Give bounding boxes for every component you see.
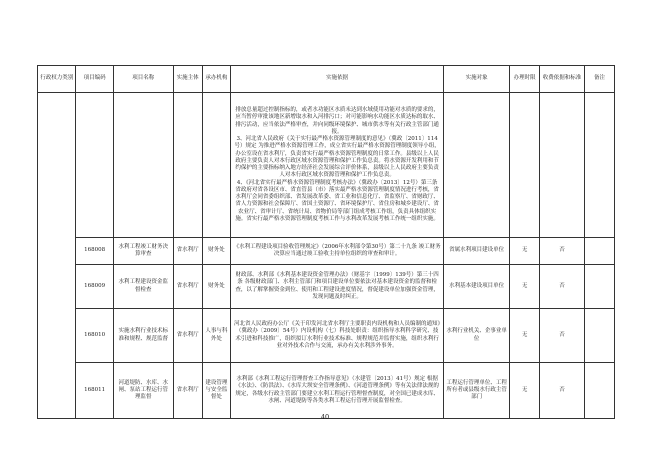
name-cell (113, 93, 173, 238)
header-fee: 收费依据和标准 (540, 66, 585, 93)
name-cell: 实施水利行业技术标准和规程、规范监督 (113, 309, 173, 363)
name-cell: 水利工程竣工财务决算审查 (113, 238, 173, 265)
header-subject: 实施主体 (173, 66, 202, 93)
target-cell (443, 93, 509, 238)
basis-paragraph: 3、河北省人民政府《关于实行最严格水资源管理制度的意见》（冀政〔2011〕114号）规定 为推进严格水资源管理工作，成立省实行最严格水资源管理制度领导小组，办公室设在省水利厅，负责省实行最严格水资源管理制度的日常工作。县级以上人民政府主要负责人对本行政区域水资源管理和保护工作负总责。将水资源开发利用和节约保护的主要指标纳入地方经济社会发展综合评价体系，县级以上人民政府主要负责人对本行政区域水资源管理和保护工作负总责。 (234, 136, 440, 179)
page-number: 40 (320, 413, 330, 421)
fee-cell: 否 (540, 238, 585, 265)
target-cell: 水利行业机关、企事业单位 (443, 309, 509, 363)
subject-cell (173, 93, 202, 238)
fee-cell: 否 (540, 265, 585, 309)
header-time-limit: 办理时限 (510, 66, 540, 93)
target-cell: 省属水利项目建设单位 (443, 238, 509, 265)
table-row (38, 265, 615, 309)
name-cell: 水利工程建设资金监督检查 (113, 265, 173, 309)
note-cell (585, 309, 615, 363)
table-row (38, 238, 615, 265)
basis-cell: 水利部《水利工程运行管理督查工作指导意见》（水建管〔2013〕41号）规定 根据《水法》、《防洪法》、《水库大坝安全管理条例》、《河道管理条例》等有关法律法规的规定，各级水行政主管部门要建立水利工程运行管理督查制度，对全国已建成水库、水闸、河道堤防等各类水利工程运行管理开展监督检查。 (231, 363, 444, 419)
limit-cell: 无 (510, 265, 540, 309)
header-agency: 承办机构 (202, 66, 231, 93)
header-basis: 实施依据 (231, 66, 444, 93)
header-note: 备注 (585, 66, 615, 93)
table-row (38, 363, 615, 419)
note-cell (585, 363, 615, 419)
table-header-row (38, 66, 615, 93)
table-row (38, 309, 615, 363)
agency-cell: 财务处 (202, 238, 231, 265)
agency-cell (202, 93, 231, 238)
category-cell (38, 93, 76, 419)
target-cell: 工程运行管理单位、工程所有者或县级水行政主管部门 (443, 363, 509, 419)
target-cell: 水利基本建设项目单位 (443, 265, 509, 309)
limit-cell: 无 (510, 309, 540, 363)
limit-cell: 无 (510, 238, 540, 265)
limit-cell (510, 93, 540, 238)
header-target: 实施对象 (443, 66, 509, 93)
subject-cell: 省水利厅 (173, 309, 202, 363)
name-cell: 河道堤防、水库、水闸、泵站工程运行管理监督 (113, 363, 173, 419)
note-cell (585, 265, 615, 309)
agency-cell: 财务处 (202, 265, 231, 309)
subject-cell: 省水利厅 (173, 363, 202, 419)
subject-cell: 省水利厅 (173, 265, 202, 309)
administrative-power-table (37, 65, 615, 419)
code-cell: 168008 (76, 238, 113, 265)
basis-cell: 河北省人民政府办公厅《关于印发河北省水利厅主要职责内设机构和人员编制的通知》（冀政办〔2009〕54号）内设机构（七）科技处职责：组织指导水利科学研究、技术引进和科技推广，组织拟订水利行业技术标准、规程规范并监督实施，组织水利行业对外技术合作与交流，承办有关水利涉外事务。 (231, 309, 444, 363)
basis-cell (231, 93, 444, 238)
code-cell: 168011 (76, 363, 113, 419)
agency-cell: 人事与科外处 (202, 309, 231, 363)
limit-cell: 无 (510, 363, 540, 419)
basis-paragraph: 4、《河北省实行最严格水资源管理制度考核办法》（冀政办〔2013〕12号）第三条 省政府对省各设区市、省直管县（市）落实最严格水资源管理制度情况进行考核，省水利厅会同省委组织部、省发展改革委、省工业和信息化厅、省监察厅、省财政厅、省人力资源和社会保障厅、省国土资源厅、省环境保护厅、省住房和城乡建设厅、省农业厅、省审计厅、省统计局、省物价局等部门组成考核工作组，负责具体组织实施。省实行最严格水资源管理制度考核工作与水利改革发展考核工作统一组织实施。 (235, 179, 439, 222)
header-code: 项目编码 (76, 66, 113, 93)
note-cell (585, 238, 615, 265)
header-category: 行政权力类别 (38, 66, 76, 93)
subject-cell: 省水利厅 (173, 238, 202, 265)
code-cell: 168010 (76, 309, 113, 363)
basis-cell: 财政部、水利部《水利基本建设资金管理办法》（财基字〔1999〕139号）第三十四条 各级财政部门、水利主管部门和项目建设单位要依法对基本建设资金的监督和检查，以了解掌握资金到位、使用和工程建设进度情况，督促建设单位加强资金管理，发现问题及时纠正。 (231, 265, 444, 309)
code-cell (76, 93, 113, 238)
basis-cell: 《水利工程建设项目验收管理规定》（2006年水利部令第30号）第二十九条 竣工财务决算应当通过竣工验收主持单位组织的审查和审计。 (231, 238, 444, 265)
fee-cell: 否 (540, 309, 585, 363)
header-name: 项目名称 (113, 66, 173, 93)
code-cell: 168009 (76, 265, 113, 309)
agency-cell: 建设管理与安全监督处 (202, 363, 231, 419)
fee-cell (540, 93, 585, 238)
fee-cell: 否 (540, 363, 585, 419)
table-row-continued (38, 93, 615, 238)
note-cell (585, 93, 615, 238)
basis-paragraph: 排放总量超过控制指标的，或者水功能区水质未达到水域使用功能对水质的要求的，应当暂停审批该地区新增取水和入河排污口；对可能影响水功能区水质达标的取水、排污活动，应当依法严格审查，并向同级环境保护、城市供水等有关行政主管部门通报。 (235, 107, 439, 135)
